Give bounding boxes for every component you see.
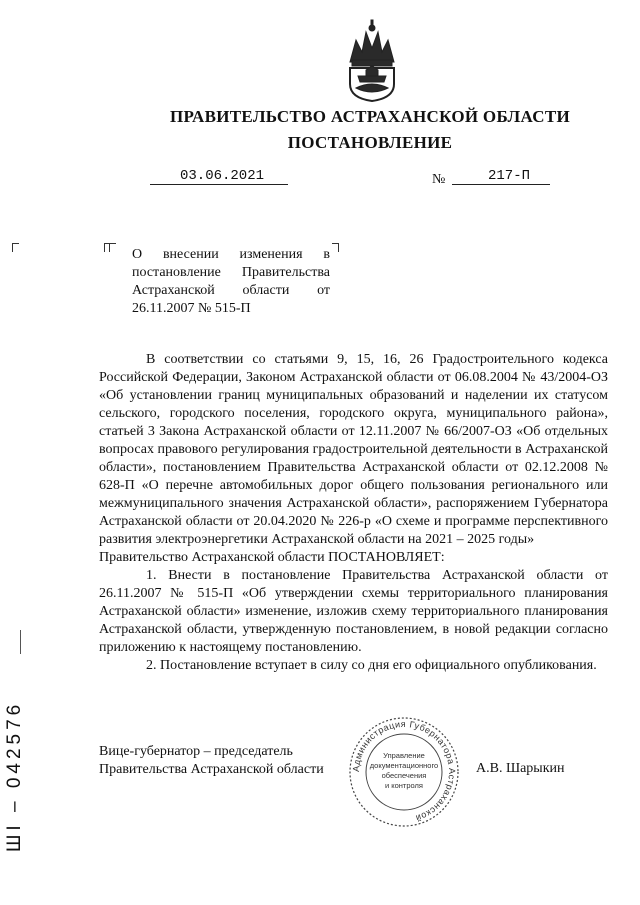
margin-corner-mark: [12, 243, 19, 252]
margin-tick-mark: [20, 630, 21, 654]
document-number: 217-П: [488, 168, 531, 184]
resolution-clause: Правительство Астраханской области ПОСТАНОВЛЯЕТ:: [99, 550, 445, 565]
item-1-paragraph: 1. Внести в постановление Правительства Астраханской области от 26.11.2007 № 515-П «Об утверждении схемы территориального планирования Астраханской области» изменение, изложив схему территориального планирования Астраханской области, утвержденную постановлением, в новой редакции согласно приложению к настоящему постановлению.: [99, 568, 608, 655]
stamp-line-4: и контроля: [384, 781, 424, 790]
number-underline: [452, 184, 550, 185]
date-underline: [150, 184, 288, 185]
stamp-ring-text: Администрация Губернатора Астраханской: [350, 718, 458, 824]
signatory-title-line-2: Правительства Астраханской области: [99, 762, 324, 777]
signatory-title: [99, 743, 324, 779]
document-date: 03.06.2021: [180, 168, 265, 184]
number-sign: №: [432, 172, 446, 187]
document-type-heading: ПОСТАНОВЛЕНИЕ: [287, 133, 453, 152]
document-body: [99, 351, 608, 675]
document-subject: О внесении изменения в постановление Правительства Астраханской области от 26.11.2007 № 515-П: [132, 247, 330, 316]
preamble-paragraph: В соответствии со статьями 9, 15, 16, 26 Градостроительного кодекса Российской Федерации, Законом Астраханской области от 06.08.2004 № 43/2004-ОЗ «Об установлении границ муниципальных образований и наделении их статусом сельского, городского поселения, городского округа, муниципального района», статьей 3 Закона Астраханской области от 12.11.2007 № 66/2007-ОЗ «Об отдельных вопросах правового регулирования градостроительной деятельности в Астраханской области», постановлением Правительства Астраханской области от 02.12.2008 № 628-П «О перечне автомобильных дорог общего пользования регионального или межмуниципального значения Астраханской области», распоряжением Губернатора Астраханской области от 20.04.2020 № 226-р «О схеме и программе перспективного развития электроэнергетики Астраханской области на 2021 – 2025 годы»: [99, 352, 608, 547]
subject-corner-right-mark: [332, 243, 339, 252]
stamp-line-3: обеспечения: [381, 771, 427, 780]
item-2-paragraph: 2. Постановление вступает в силу со дня его официального опубликования.: [146, 658, 597, 673]
signatory-name: А.В. Шарыкин: [476, 761, 565, 776]
subject-corner-left-mark: [109, 243, 116, 252]
coat-of-arms-emblem: [344, 18, 400, 102]
signatory-title-line-1: Вице-губернатор – председатель: [99, 744, 293, 759]
organization-heading: ПРАВИТЕЛЬСТВО АСТРАХАНСКОЙ ОБЛАСТИ: [170, 107, 570, 126]
official-stamp: [348, 716, 460, 828]
stamp-line-1: Управление: [383, 751, 425, 760]
stamp-line-2: документационного: [369, 761, 439, 770]
form-serial-number: ШI – 042576: [4, 700, 25, 852]
